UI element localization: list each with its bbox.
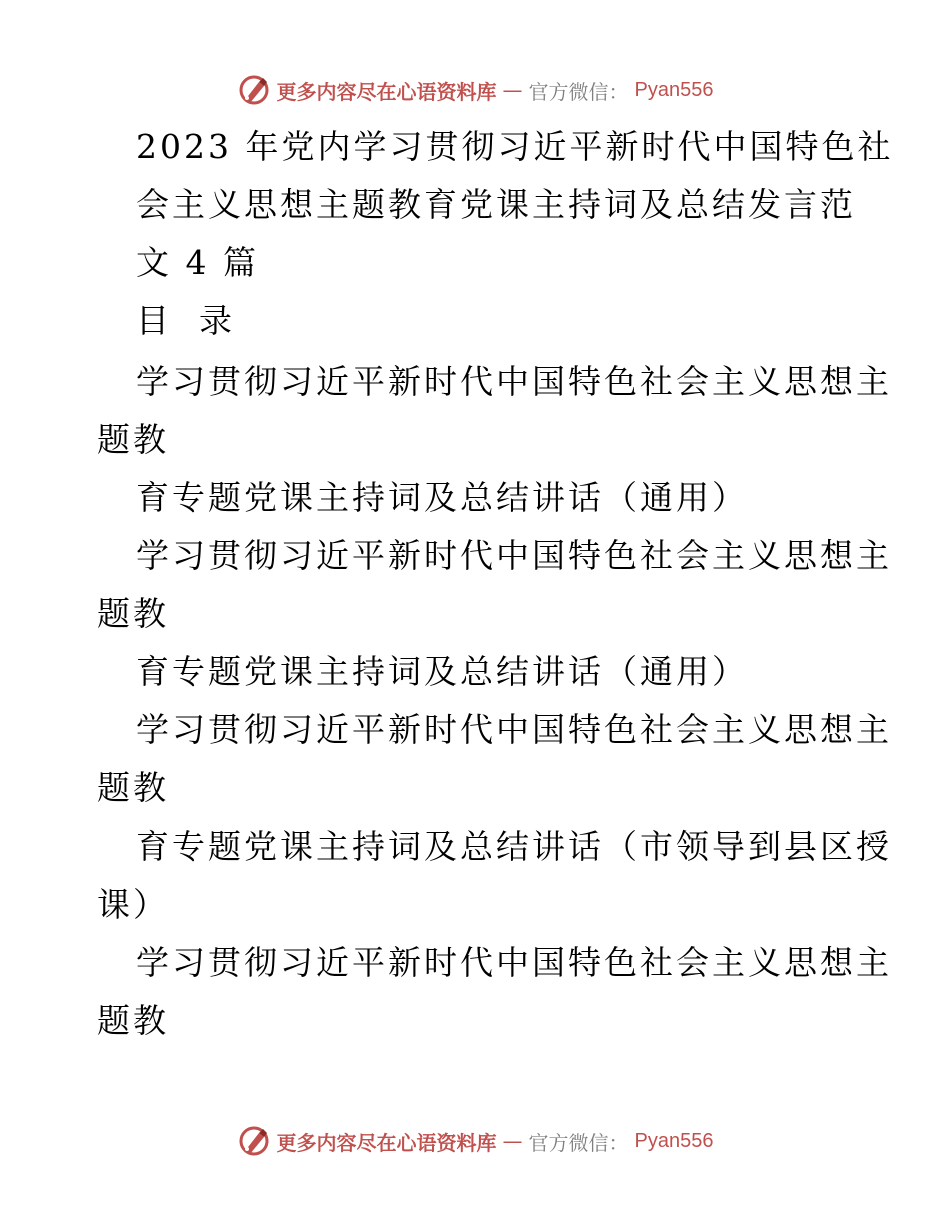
toc-heading: 目 录 bbox=[136, 301, 235, 340]
toc-line-12: 题教 bbox=[97, 1001, 169, 1040]
toc-line-1: 学习贯彻习近平新时代中国特色社会主义思想主 bbox=[136, 362, 892, 401]
watermark-brand: 更多内容尽在心语资料库 bbox=[276, 79, 497, 104]
watermark-official-label: 官方微信： bbox=[528, 79, 629, 104]
watermark-separator: — bbox=[502, 1129, 523, 1153]
document-title-line-2: 会主义思想主题教育党课主持词及总结发言范 bbox=[136, 185, 856, 224]
watermark-wechat-id: Pyan556 bbox=[634, 78, 714, 101]
pen-logo-icon bbox=[237, 73, 271, 107]
toc-line-5: 题教 bbox=[97, 594, 169, 633]
toc-line-3: 育专题党课主持词及总结讲话（通用） bbox=[136, 478, 748, 517]
toc-line-6: 育专题党课主持词及总结讲话（通用） bbox=[136, 652, 748, 691]
pen-logo-icon bbox=[237, 1124, 271, 1158]
document-title-line-3: 文 4 篇 bbox=[136, 243, 259, 282]
toc-line-10: 课） bbox=[97, 885, 169, 924]
watermark-separator: — bbox=[502, 78, 523, 102]
toc-line-11: 学习贯彻习近平新时代中国特色社会主义思想主 bbox=[136, 943, 892, 982]
toc-line-9: 育专题党课主持词及总结讲话（市领导到县区授 bbox=[136, 827, 892, 866]
toc-line-2: 题教 bbox=[97, 420, 169, 459]
toc-line-8: 题教 bbox=[97, 768, 169, 807]
watermark-brand: 更多内容尽在心语资料库 bbox=[276, 1130, 497, 1155]
toc-line-4: 学习贯彻习近平新时代中国特色社会主义思想主 bbox=[136, 536, 892, 575]
toc-line-7: 学习贯彻习近平新时代中国特色社会主义思想主 bbox=[136, 710, 892, 749]
watermark-official-label: 官方微信： bbox=[528, 1130, 629, 1155]
header-watermark bbox=[0, 73, 950, 107]
document-title-line-1: 2023 年党内学习贯彻习近平新时代中国特色社 bbox=[136, 127, 894, 166]
watermark-wechat-id: Pyan556 bbox=[634, 1129, 714, 1152]
footer-watermark bbox=[0, 1124, 950, 1158]
